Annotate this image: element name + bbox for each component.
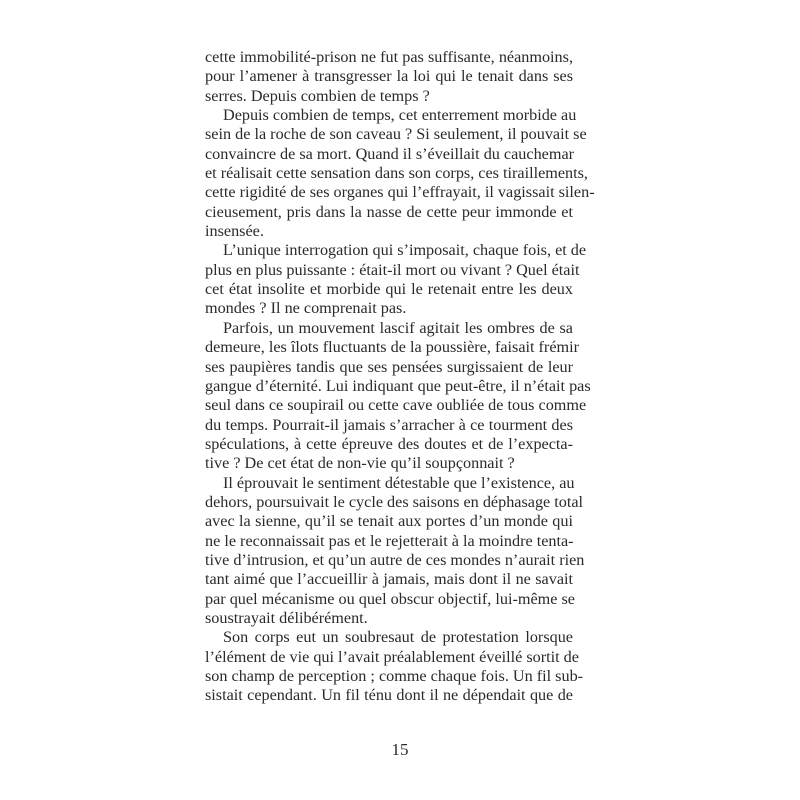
text-line: demeure, les îlots fluctuants de la poussière, faisait frémir bbox=[205, 338, 579, 357]
text-line: mondes ? Il ne comprenait pas. bbox=[205, 299, 407, 318]
text-line: Il éprouvait le sentiment détestable que l’existence, au bbox=[223, 473, 575, 492]
text-line: Depuis combien de temps, cet enterrement morbide au bbox=[223, 106, 577, 125]
text-line: dehors, poursuivait le cycle des saisons en déphasage total bbox=[205, 492, 584, 511]
text-line: Parfois, un mouvement lascif agitait les ombres de sa bbox=[223, 318, 573, 337]
text-line: plus en plus puissante : était-il mort ou vivant ? Quel était bbox=[205, 260, 580, 279]
text-line: ses paupières tandis que ses pensées surgissaient de leur bbox=[205, 357, 573, 376]
text-line: spéculations, à cette épreuve des doutes et de l’expecta- bbox=[205, 434, 573, 453]
text-line: seul dans ce soupirail ou cette cave oubliée de tous comme bbox=[205, 396, 587, 415]
text-line: tive d’intrusion, et qu’un autre de ces mondes n’aurait rien bbox=[205, 550, 585, 569]
text-line: L’unique interrogation qui s’imposait, chaque fois, et de bbox=[223, 241, 587, 260]
text-line: sein de la roche de son caveau ? Si seulement, il pouvait se bbox=[205, 125, 587, 144]
text-line: par quel mécanisme ou quel obscur objectif, lui-même se bbox=[205, 589, 575, 608]
text-line: insensée. bbox=[205, 222, 264, 241]
text-line: cette rigidité de ses organes qui l’effrayait, il vagissait silen- bbox=[205, 183, 595, 202]
text-line: Son corps eut un soubresaut de protestation lorsque bbox=[223, 628, 573, 647]
page-number: 15 bbox=[391, 740, 409, 759]
text-line: cette immobilité-prison ne fut pas suffisante, néanmoins, bbox=[205, 48, 573, 66]
text-line: gangue d’éternité. Lui indiquant que peut-être, il n’était pas bbox=[205, 376, 591, 395]
text-line: cet état insolite et morbide qui le retenait entre les deux bbox=[205, 280, 573, 299]
text-line: cieusement, pris dans la nasse de cette peur immonde et bbox=[205, 202, 573, 221]
text-line: ne le reconnaissait pas et le rejetterait à la moindre tenta- bbox=[205, 531, 574, 550]
text-line: serres. Depuis combien de temps ? bbox=[205, 86, 430, 105]
text-line: pour l’amener à transgresser la loi qui le tenait dans ses bbox=[205, 67, 573, 86]
text-line: et réalisait cette sensation dans son corps, ces tiraillements, bbox=[205, 164, 588, 183]
text-line: tant aimé que l’accueillir à jamais, mais dont il ne savait bbox=[205, 570, 573, 589]
text-line: tive ? De cet état de non-vie qu’il soupçonnait ? bbox=[205, 454, 515, 473]
text-line: l’élément de vie qui l’avait préalablement éveillé sortit de bbox=[205, 647, 579, 666]
text-line: soustrayait délibérément. bbox=[205, 608, 368, 627]
text-line: son champ de perception ; comme chaque fois. Un fil sub- bbox=[205, 667, 584, 685]
text-line: sistait cependant. Un fil ténu dont il ne dépendait que de bbox=[205, 686, 573, 705]
text-line: avec la sienne, qu’il se tenait aux portes d’un monde qui bbox=[205, 512, 573, 531]
text-line: convaincre de sa mort. Quand il s’éveillait du cauchemar bbox=[205, 144, 575, 163]
text-line: du temps. Pourrait-il jamais s’arracher à ce tourment des bbox=[205, 415, 573, 434]
body-text bbox=[205, 48, 595, 706]
